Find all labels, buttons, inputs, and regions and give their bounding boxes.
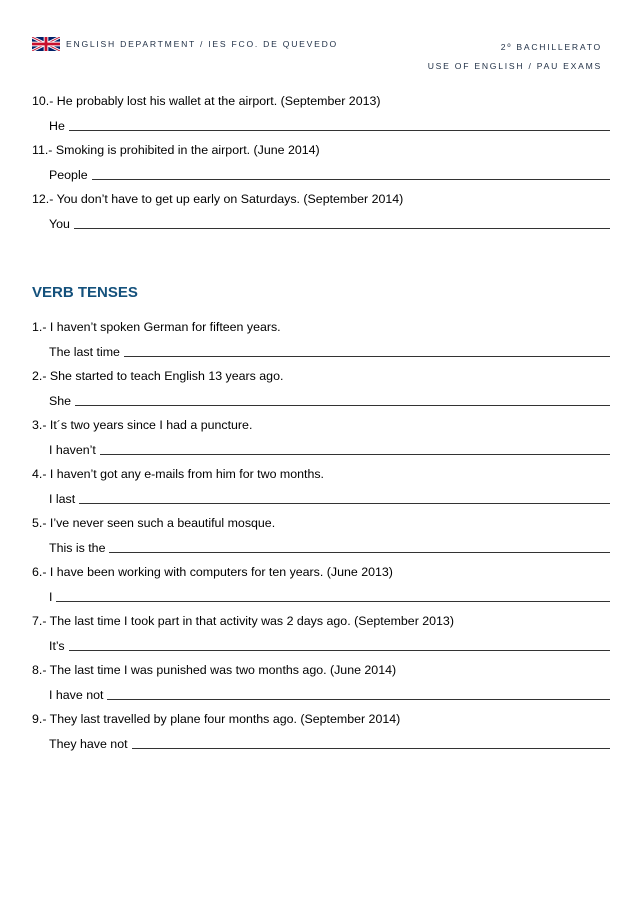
answer-row: [32, 340, 612, 365]
answer-row: [32, 536, 612, 561]
question-text: 2.- She started to teach English 13 years ago.: [32, 369, 284, 383]
question-text: 3.- It´s two years since I had a puncture.: [32, 418, 253, 432]
answer-row: [32, 732, 612, 757]
answer-blank[interactable]: [69, 114, 610, 132]
exercise-group-1: [32, 89, 612, 236]
answer-blank[interactable]: [92, 163, 610, 181]
answer-row: [32, 683, 612, 708]
answer-row: [32, 389, 612, 414]
question-text: 12.- You don’t have to get up early on Saturdays. (September 2014): [32, 192, 404, 206]
section-title: VERB TENSES: [32, 284, 138, 301]
answer-row: [32, 634, 612, 659]
answer-starter: You: [49, 216, 70, 231]
department-header: ENGLISH DEPARTMENT / IES FCO. DE QUEVEDO: [66, 39, 338, 49]
answer-starter: It’s: [49, 638, 65, 653]
answer-row: [32, 487, 612, 512]
answer-starter: She: [49, 393, 72, 408]
exercise-group-2: [32, 315, 612, 756]
answer-blank[interactable]: [124, 340, 610, 358]
answer-starter: People: [49, 167, 88, 182]
answer-starter: He: [49, 118, 65, 133]
question-text: 10.- He probably lost his wallet at the airport. (September 2013): [32, 94, 381, 108]
question-text: 5.- I’ve never seen such a beautiful mosque.: [32, 516, 276, 530]
answer-blank[interactable]: [74, 212, 610, 230]
answer-starter: I haven’t: [49, 442, 96, 457]
answer-starter: I have not: [49, 687, 104, 702]
answer-blank[interactable]: [56, 585, 610, 603]
answer-blank[interactable]: [132, 732, 610, 750]
question-text: 7.- The last time I took part in that activity was 2 days ago. (September 2013): [32, 614, 454, 628]
answer-starter: I last: [49, 491, 76, 506]
course-label: 2º BACHILLERATO: [500, 42, 602, 52]
answer-blank[interactable]: [100, 438, 610, 456]
answer-row: [32, 212, 612, 237]
answer-starter: The last time: [49, 344, 120, 359]
answer-row: [32, 585, 612, 610]
answer-row: [32, 114, 612, 139]
answer-starter: They have not: [49, 736, 128, 751]
answer-blank[interactable]: [69, 634, 610, 652]
answer-blank[interactable]: [75, 389, 610, 407]
question-text: 9.- They last travelled by plane four months ago. (September 2014): [32, 712, 401, 726]
question-text: 4.- I haven’t got any e-mails from him for two months.: [32, 467, 324, 481]
answer-starter: This is the: [49, 540, 106, 555]
uk-flag-icon: [32, 37, 60, 51]
answer-blank[interactable]: [79, 487, 610, 505]
answer-row: [32, 163, 612, 188]
answer-blank[interactable]: [109, 536, 610, 554]
header-right: [428, 38, 602, 76]
question-text: 8.- The last time I was punished was two months ago. (June 2014): [32, 663, 397, 677]
worksheet-content: [32, 89, 612, 756]
header-left: [32, 37, 338, 51]
answer-row: [32, 438, 612, 463]
question-text: 6.- I have been working with computers for ten years. (June 2013): [32, 565, 393, 579]
answer-blank[interactable]: [107, 683, 610, 701]
question-text: 1.- I haven’t spoken German for fifteen years.: [32, 320, 281, 334]
answer-starter: I: [49, 589, 53, 604]
exam-subtitle: USE OF ENGLISH / PAU EXAMS: [427, 61, 602, 71]
question-text: 11.- Smoking is prohibited in the airport. (June 2014): [32, 143, 320, 157]
